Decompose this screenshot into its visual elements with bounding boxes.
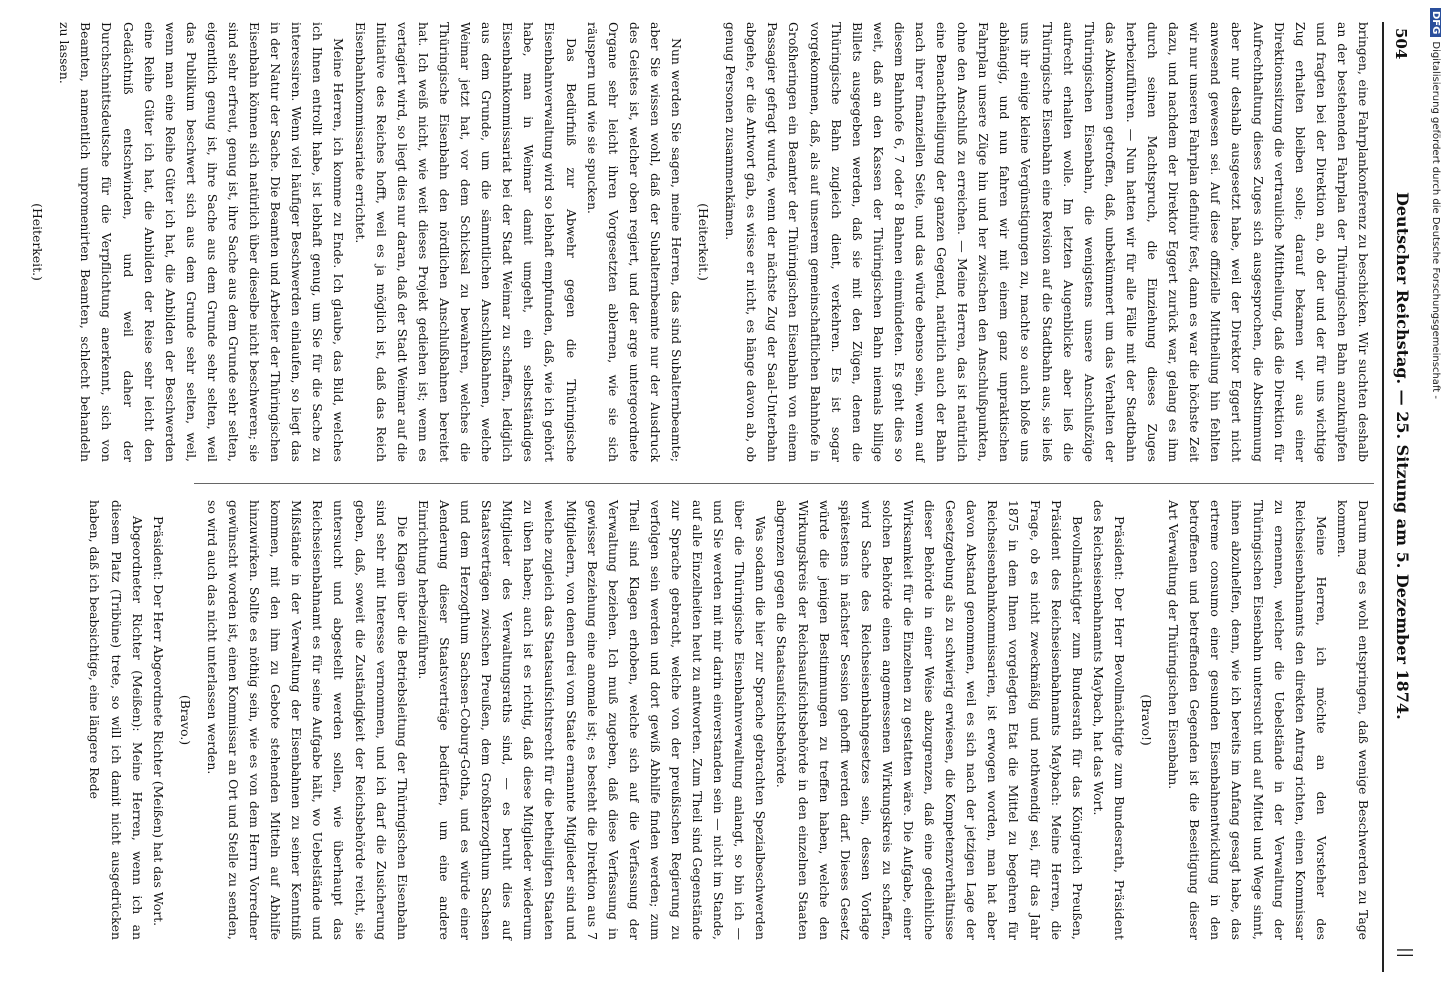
paragraph: Das Bedürfniß zur Abwehr gegen die Thüringische Eisenbahnverwaltung wird so lebhaft empfunden, daß, wie ich gehört habe, man in Weimar damit umgeht, ein selbstständiges Eisenbahnkommissariat bei der Stadt Weimar zu schaffen, lediglich aus dem Grunde, um die sämmtlichen Anschlußbahnen, welche Weimar jetzt hat, vor dem Schicksal zu bewahren, welches die Thüringische Eisenbahn den nördlichen Anschlußbahnen bereitet hat. Ich weiß nicht, wie weit dieses Projekt gediehen ist; wenn es vertagiert wird, so liegt dies nur daran, daß der Stadt Weimar auf die Initiative des Reiches hofft, weil es ja möglich ist, daß das Reich Eisenbahnkommissariate errichtet. xyxy=(352,22,579,462)
header-rule xyxy=(1382,22,1384,972)
page-number: 504 xyxy=(1392,28,1410,60)
page-header xyxy=(1386,22,1416,972)
funding-text: Digitalisierung gefördert durch die Deutsche Forschungsgemeinschaft - xyxy=(1430,41,1441,399)
running-title: Deutscher Reichstag. — 25. Sitzung am 5. Dezember 1874. xyxy=(1393,192,1412,720)
column-divider xyxy=(194,483,1374,484)
speaker-paragraph: Präsident: Der Herr Abgeordnete Richter (Meißen) hat das Wort. xyxy=(150,516,166,927)
speaker-paragraph: Bevollmächtigter zum Bundesrath für das Königreich Preußen, Präsident des Reichseisenbahnamts Maybach: Meine Herren, die Frage, ob es nicht zweckmäßig und nothwendig sei, für das Jahr 1875 in dem Ihnen vorgelegten Etat die Mittel zu begehren für Reichseisenbahnkommissarien, ist erwogen worden, man hat aber davon Abstand genommen, weil es sich nach der jetzigen Lage der Gesetzgebung als zu schwierig erwiesen, die Kompetenzverhältnisse dieser Behörde in einer Weise abzugrenzen, daß eine gedeihliche Wirksamkeit für die Einzelnen zu gestatten wäre. Die Aufgabe, einer solchen Behörde einen angemessenen Wirkungskreis zu schaffen, wird Sache des Reichseisenbahngesetzes sein, dessen Vorlage spätestens in nächster Session gehofft werden darf. Dieses Gesetz würde die jenigen Bestimmungen zu treffen haben, welche den Wirkungskreis der Reichsaufsichtsbehörde in den einzelnen Staaten abgrenzen gegen die Staatsaufsichtsbehörde. xyxy=(774,500,1085,940)
margin-mark: || xyxy=(1397,947,1416,958)
stage-direction: (Bravo!) xyxy=(1139,694,1155,746)
stage-direction: (Heiterkeit.) xyxy=(30,203,46,281)
speaker-paragraph: Präsident: Der Herr Bevollmächtigte zum Bundesrath, Präsident des Reichseisenbahnamts Maybach, hat das Wort. xyxy=(1090,500,1127,940)
left-column xyxy=(30,22,1374,462)
document-page xyxy=(30,22,1416,972)
funding-note xyxy=(1420,10,1441,990)
paragraph: Was sodann die hier zur Sprache gebrachten Spezialbeschwerden über die Thüringische Eisenbahnverwaltung anlangt, so bin ich — und Sie werden mit mir darin einverstanden sein — nicht im Stande, auf alle Einzelheiten heut zu antworten. Zum Theil sind Gegenstände zur Sprache gebracht, welche von der preußischen Regierung zu verfolgen sein werden und dort gewiß Abhilfe finden werden; zum Theil sind Klagen erhoben, welche sich auf die Verfassung der Verwaltung beziehen. Ich muß zugeben, daß diese Verfassung in gewisser Beziehung eine anomale ist; es besteht die Direktion aus 7 Mitgliedern, von denen drei vom Staate ernannte Mitglieder sind und welche zugleich das Staatsaufsichtsrecht für die betheiligten Staaten zu üben haben; auch ist es richtig, daß diese Mitglieder wiederum Mitglieder des Verwaltungsraths sind, — es beruht dies auf Staatsverträgen zwischen Preußen, dem Großherzogthum Sachsen und dem Herzogthum Sachsen-Coburg-Gotha, und es würde einer Aenderung dieser Staatsverträge bedürfen, um eine andere Einrichtung herbeizuführen. xyxy=(415,500,769,940)
paragraph: Meine Herren, ich komme zu Ende. Ich glaube, das Bild, welches ich Ihnen entrollt habe, ist lebhaft genug, um Sie für die Sache zu interessiren. Wenn viel häufiger Beschwerden einlaufen, so liegt das in der Natur der Sache. Die Beamten und Arbeiter der Thüringischen Eisenbahn können sich natürlich über dieselbe nicht beschweren; sie sind sehr erfreut, genug ist, ihre Sache aus dem Grunde sehr selten, eigentlich genug ist, ihre Sache aus dem Grunde sehr selten, weil das Publikum beschwert sich aus dem Grunde sehr selten, weil, wenn man eine Reihe Güter ich hat, die Anbilden der Beschwerden eine Reihe Güter ich hat, die Anbilden der Reise sehr leicht den Gedächtniß entschwinden, und weil daher der Durchschnittsdeutsche für die Verpflichtung anerkennt, sich von Beamten, namentlich unpromenirten Beamten, schlecht behandeln zu lassen. xyxy=(57,22,347,462)
stage-direction: (Bravo.) xyxy=(177,694,193,746)
paragraph: Darum mag es wohl entspringen, daß wenige Beschwerden zu Tage kommen. xyxy=(1334,500,1371,940)
paragraph: bringen, eine Fahrplankonferenz zu beschicken. Wir suchten deshalb an der bestehenden Fahrplan der Thüringischen Bahn anzuknüpfen und fragten bei der Direktion an, ob der und der für uns wichtige Zug erhalten bleiben solle; darauf bekamen wir aus einer Direktionssitzung die vertrauliche Mittheilung, daß die Direktion für Aufrechthaltung dieses Zuges sich ausgesprochen, die Abstimmung aber nur deshalb ausgesetzt habe, weil der Direktor Eggert nicht anwesend gewesen sei. Auf diese offizielle Mittheilung hin fehlten wir nur unseren Fahrplan definitiv fest, dann es war die höchste Zeit dazu, und nachdem der Direktor Eggert zurück war, gelang es ihm durch seinen Machtspruch, die Einziehung dieses Zuges herbeizuführen. — Nun hatten wir für alle Fälle mit der Stadtbahn das Abkommen getroffen, daß, unbekümmert um das Verhalten der Thüringischen Eisenbahn, die wenigstens unsere Anschlußzüge aufrecht erhalten wolle. Im letzten Augenblicke aber ließ die Thüringische Eisenbahn eine Revision auf die Stadtbahn aus, sie ließ uns ihr einige kleine Vergünstigungen zu, machte so auch bloße uns abhängig, und nun fahren wir mit einem ganz unpraktischen Fahrplan unsere Züge hin und her zwischen den Anschlußpunkten, ohne den Anschluß zu erreichen. — Meine Herren, das ist natürlich eine Benachtheiligung der ganzen Gegend, natürlich auch der Bahn nach ihrer finanziellen Seite, und das würde ebenso sein, wenn auf diesem Bahnhofe 6, 7 oder 8 Bahnen einmündeten. Es geht dies so weit, daß an den Kassen der Thüringischen Bahn niemals billige Billets ausgegeben werden, daß sie mit den Zügen, denen die Thüringische Bahn zugleich dient, verkehren. Es ist sogar vorgekommen, daß, als auf unserem gemeinschaftlichen Bahnhofe in Großheringen ein Beamter der Thüringischen Eisenbahn von einem Passagier gefragt wurde, wenn der nächste Zug der Saal-Unterbahn abgehe, er die Antwort gab, es wisse er nicht, es hänge davon ab, ob genug Personen zusammenkämen. xyxy=(723,22,1371,462)
paragraph: Meine Herren, ich möchte an den Vorsteher des Reichseisenbahnamts den direkten Antrag richten, einen Kommissar zu ernennen, welcher die Uebelstände in der Verwaltung der Thüringischen Eisenbahn untersucht und auf Mittel und Wege sinnt, ihnen abzuhelfen, denn, wie ich bereits im Anfang gesagt habe, das ertreme consumo einer gesunden Eisenbahnentwicklung in den betroffenen und betreffenden Gegenden ist die Beseitigung dieser Art Verwaltung der Thüringischen Eisenbahn. xyxy=(1166,500,1329,940)
right-column xyxy=(87,500,1374,940)
paragraph: Die Klagen über die Betriebsleitung der Thüringischen Eisenbahn sind sehr mit Interesse vernommen, und ich darf die Zusicherung geben, daß, soweit die Zuständigkeit der Reichsbehörde reicht, sie untersucht und abgestellt werden sollen, wie überhaupt das Reichseisenbahnamt es für seine Aufgabe hält, wo Uebelstände und Mißstände in der Verwaltung der Eisenbahnen zu seiner Kenntniß kommen, mit den ihm zu Gebote stehenden Mitteln auf Abhilfe hinzuwirken. Sollte es nöthig sein, wie es von dem Herrn Vorredner gewünscht worden ist, einen Kommissar an Ort und Stelle zu senden, so wird auch das nicht unterlassen werden. xyxy=(204,500,410,940)
stage-direction: (Heiterkeit.) xyxy=(696,203,712,281)
paragraph: Nun werden Sie sagen, meine Herren, das sind Subalternbeamte; aber Sie wissen wohl, daß der Subalternbeamte nur der Ausdruck des Geistes ist, welcher oben regiert, und der arge untergeordnete Organe sehr leicht ihren Vorgesetzten ablernen, wie sie sich räuspern und wie sie spucken. xyxy=(584,22,684,462)
speaker-paragraph: Abgeordneter Richter (Meißen): Meine Herren, wenn ich an diesem Platz (Tribüne) trete, so will ich damit nicht ausgedrücken haben, daß ich beabsichtige, eine längere Rede xyxy=(87,500,145,940)
dfg-logo: DFG xyxy=(1430,8,1441,37)
